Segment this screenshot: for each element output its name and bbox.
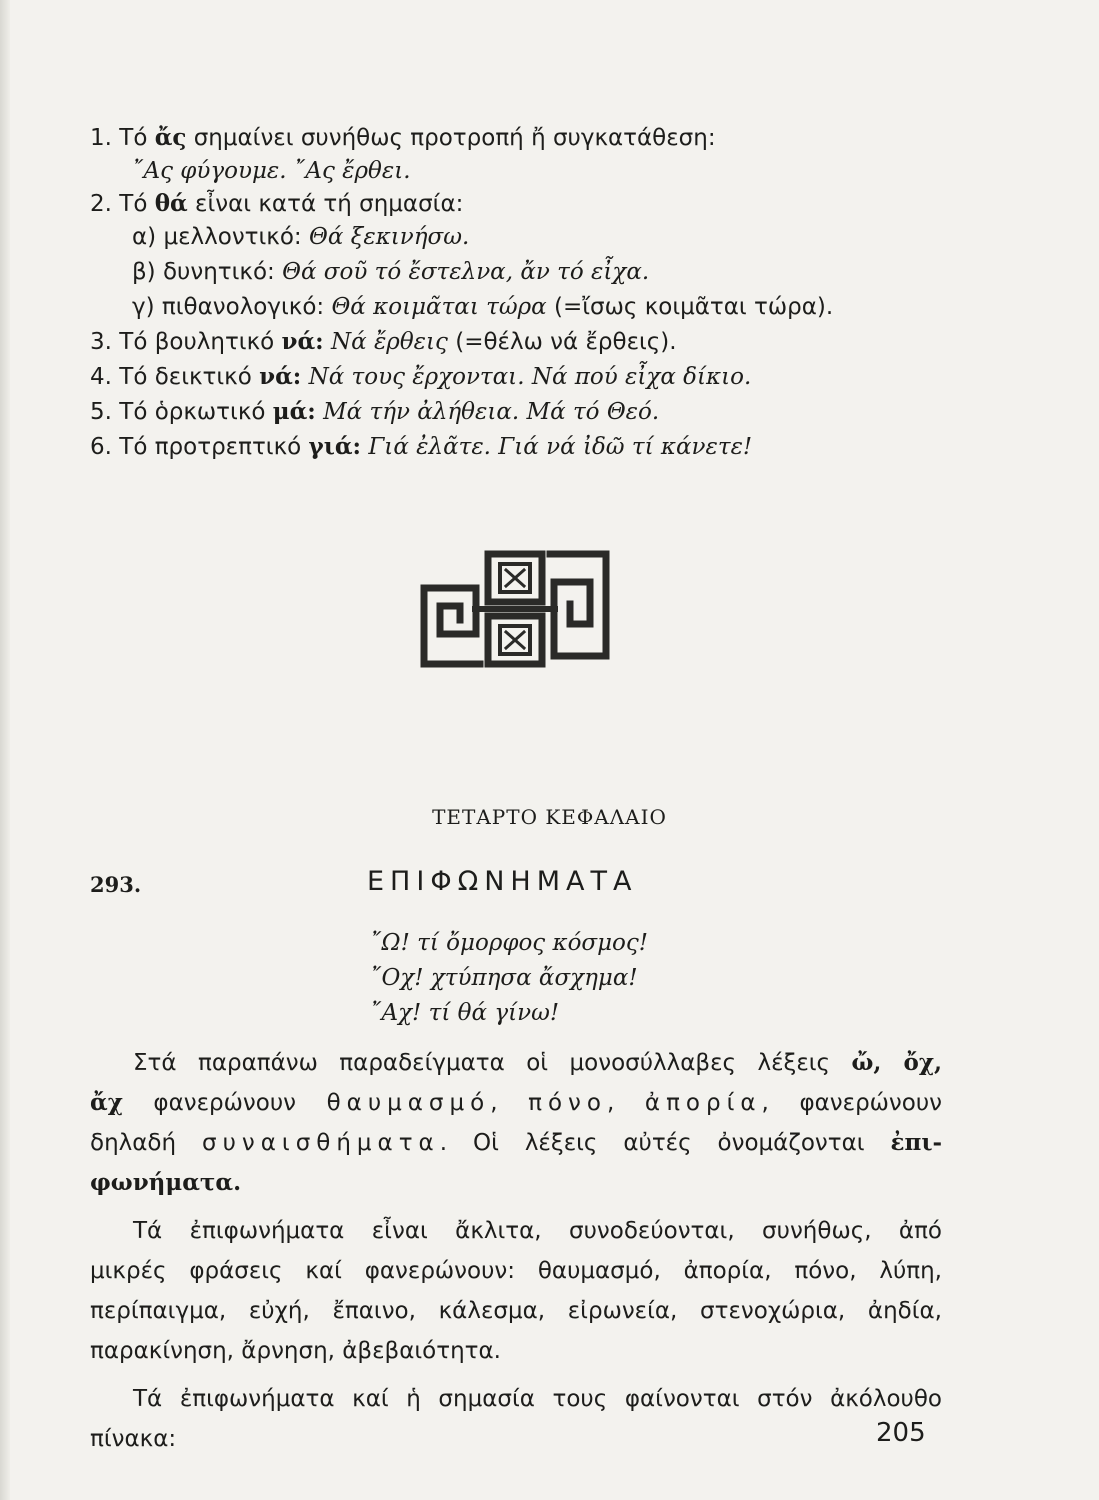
list-item-1-example: ῎Ας φύγουμε. ῎Ας ἔρθει.	[132, 158, 411, 184]
list-item-6: 6. Τό προτρεπτικό γιά: Γιά ἐλᾶτε. Γιά νά ἰδῶ τί κάνετε!	[90, 433, 753, 460]
paragraph-2-line-1: Τά ἐπιφωνήματα εἶναι ἄκλιτα, συνοδεύονται, συνήθως, ἀπό	[133, 1218, 942, 1244]
list-item-5: 5. Τό ὁρκωτικό μά: Μά τήν ἀλήθεια. Μά τό Θεό.	[90, 398, 660, 425]
list-item-3: 3. Τό βουλητικό νά: Νά ἔρθεις (=θέλω νά ἔρθεις).	[90, 328, 677, 355]
example-3: ῎Αχ! τί θά γίνω!	[370, 1000, 560, 1026]
paragraph-1-line-1: Στά παραπάνω παραδείγματα οἱ μονοσύλλαβες λέξεις ὤ, ὄχ,	[133, 1049, 943, 1076]
example-1: ῎Ω! τί ὄμορφος κόσμος!	[370, 930, 649, 956]
paragraph-1-line-3: δηλαδή συναισθήματα. Οἱ λέξεις αὐτές ὀνομάζονται ἐπι-	[90, 1129, 942, 1156]
list-item-4: 4. Τό δεικτικό νά: Νά τους ἔρχονται. Νά πού εἶχα δίκιο.	[90, 363, 752, 390]
chapter-heading: ΤΕΤΑΡΤΟ ΚΕΦΑΛΑΙΟ	[432, 805, 667, 829]
paragraph-3-line-2: πίνακα:	[90, 1426, 177, 1452]
list-item-2b: β) δυνητικό: Θά σοῦ τό ἔστελνα, ἄν τό εἶχα.	[132, 259, 650, 285]
section-title: ΕΠΙΦΩΝΗΜΑΤΑ	[367, 866, 638, 897]
paragraph-3-line-1: Τά ἐπιφωνήματα καί ἡ σημασία τους φαίνονται στόν ἀκόλουθο	[133, 1386, 942, 1412]
list-item-2a: α) μελλοντικό: Θά ξεκινήσω.	[132, 224, 470, 250]
paragraph-2-line-3: περίπαιγμα, εὐχή, ἔπαινο, κάλεσμα, εἰρωνεία, στενοχώρια, ἀηδία,	[90, 1298, 942, 1324]
list-item-2: 2. Τό θά εἶναι κατά τή σημασία:	[90, 190, 464, 217]
paragraph-1-line-4: φωνήματα.	[90, 1169, 242, 1196]
list-item-2c: γ) πιθανολογικό: Θά κοιμᾶται τώρα (=ἴσως κοιμᾶται τώρα).	[132, 294, 834, 320]
page-number: 205	[876, 1418, 926, 1448]
section-number: 293.	[90, 872, 142, 897]
paragraph-1-line-2: ἄχ φανερώνουν θαυμασμό, πόνο, ἀπορία, φανερώνουν	[90, 1089, 942, 1116]
item-number: 1.	[90, 125, 112, 151]
example-2: ῎Οχ! χτύπησα ἄσχημα!	[370, 965, 638, 991]
greek-key-ornament-icon	[420, 548, 610, 670]
list-item-1: 1. Τό ἄς σημαίνει συνήθως προτροπή ἤ συγκατάθεση:	[90, 124, 716, 151]
paragraph-2-line-2: μικρές φράσεις καί φανερώνουν: θαυμασμό, ἀπορία, πόνο, λύπη,	[90, 1258, 942, 1284]
paragraph-2-line-4: παρακίνηση, ἄρνηση, ἀβεβαιότητα.	[90, 1338, 501, 1364]
